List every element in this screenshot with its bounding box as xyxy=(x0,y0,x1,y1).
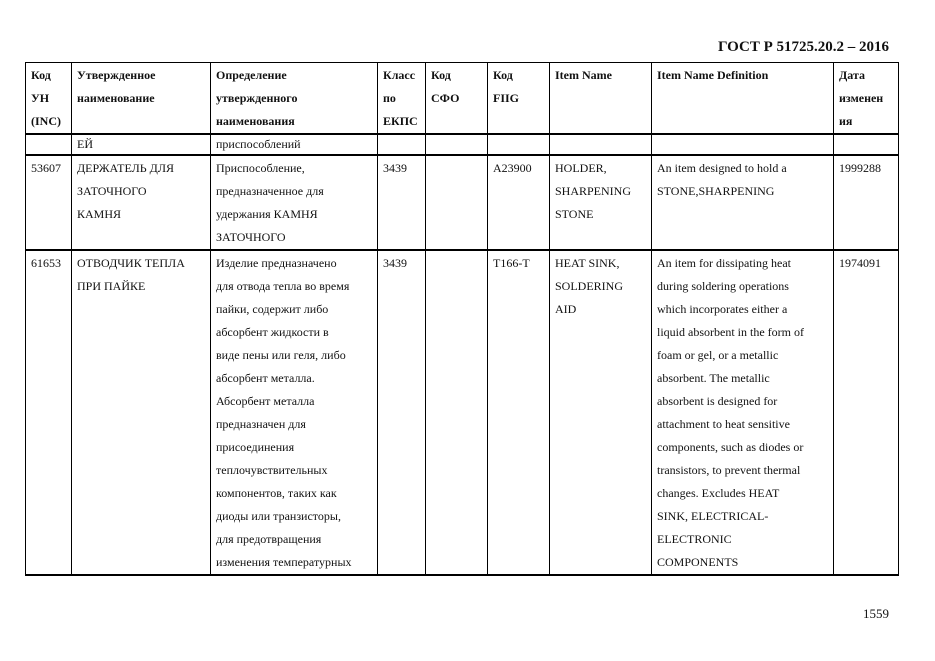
col-header-item-definition: Item Name Definition xyxy=(652,63,834,135)
cell-inc xyxy=(26,134,72,155)
cell-fiig-code: T166-T xyxy=(488,250,550,575)
cell-definition: приспособлений xyxy=(211,134,378,155)
cell-change-date xyxy=(834,134,899,155)
cell-inc: 53607 xyxy=(26,155,72,250)
col-header-approved-name: Утвержденное наименование xyxy=(72,63,211,135)
table-row xyxy=(26,250,899,575)
cell-item-name xyxy=(550,134,652,155)
cell-approved-name: ДЕРЖАТЕЛЬ ДЛЯ ЗАТОЧНОГО КАМНЯ xyxy=(72,155,211,250)
table-header-row xyxy=(26,63,899,135)
col-header-item-name: Item Name xyxy=(550,63,652,135)
cell-item-name: HEAT SINK, SOLDERING AID xyxy=(550,250,652,575)
cell-fiig-code xyxy=(488,134,550,155)
table-row xyxy=(26,155,899,250)
cell-definition: Приспособление, предназначенное для удержания КАМНЯ ЗАТОЧНОГО xyxy=(211,155,378,250)
cell-approved-name: ЕЙ xyxy=(72,134,211,155)
col-header-change-date: Дата изменен ия xyxy=(834,63,899,135)
cell-definition: Изделие предназначено для отвода тепла во время пайки, содержит либо абсорбент жидкости в виде пены или геля, либо абсорбент металла. Абсорбент металла предназначен для присоединения теплочувствительных компонентов, таких как диоды или транзисторы, для предотвращения изменения температурных xyxy=(211,250,378,575)
table-row-continuation xyxy=(26,134,899,155)
cell-change-date: 1974091 xyxy=(834,250,899,575)
cell-item-definition: An item designed to hold a STONE,SHARPENING xyxy=(652,155,834,250)
cell-approved-name: ОТВОДЧИК ТЕПЛА ПРИ ПАЙКЕ xyxy=(72,250,211,575)
document-title: ГОСТ Р 51725.20.2 – 2016 xyxy=(717,39,889,55)
cell-sfo-code xyxy=(426,134,488,155)
cell-sfo-code xyxy=(426,155,488,250)
cell-ekps-class xyxy=(378,134,426,155)
page-number: 1559 xyxy=(863,606,889,621)
col-header-fiig-code: Код FIIG xyxy=(488,63,550,135)
col-header-ekps-class: Класс по ЕКПС xyxy=(378,63,426,135)
cell-ekps-class: 3439 xyxy=(378,155,426,250)
cell-fiig-code: A23900 xyxy=(488,155,550,250)
nomenclature-table xyxy=(25,62,899,576)
cell-change-date: 1999288 xyxy=(834,155,899,250)
col-header-inc: Код УН (INC) xyxy=(26,63,72,135)
cell-item-definition xyxy=(652,134,834,155)
col-header-sfo-code: Код СФО xyxy=(426,63,488,135)
col-header-definition: Определение утвержденного наименования xyxy=(211,63,378,135)
cell-item-definition: An item for dissipating heat during soldering operations which incorporates either a liquid absorbent in the form of foam or gel, or a metallic absorbent. The metallic absorbent is designed for attachment to heat sensitive components, such as diodes or transistors, to prevent thermal changes. Excludes HEAT SINK, ELECTRICAL- ELECTRONIC COMPONENTS xyxy=(652,250,834,575)
cell-item-name: HOLDER, SHARPENING STONE xyxy=(550,155,652,250)
cell-inc: 61653 xyxy=(26,250,72,575)
cell-sfo-code xyxy=(426,250,488,575)
cell-ekps-class: 3439 xyxy=(378,250,426,575)
